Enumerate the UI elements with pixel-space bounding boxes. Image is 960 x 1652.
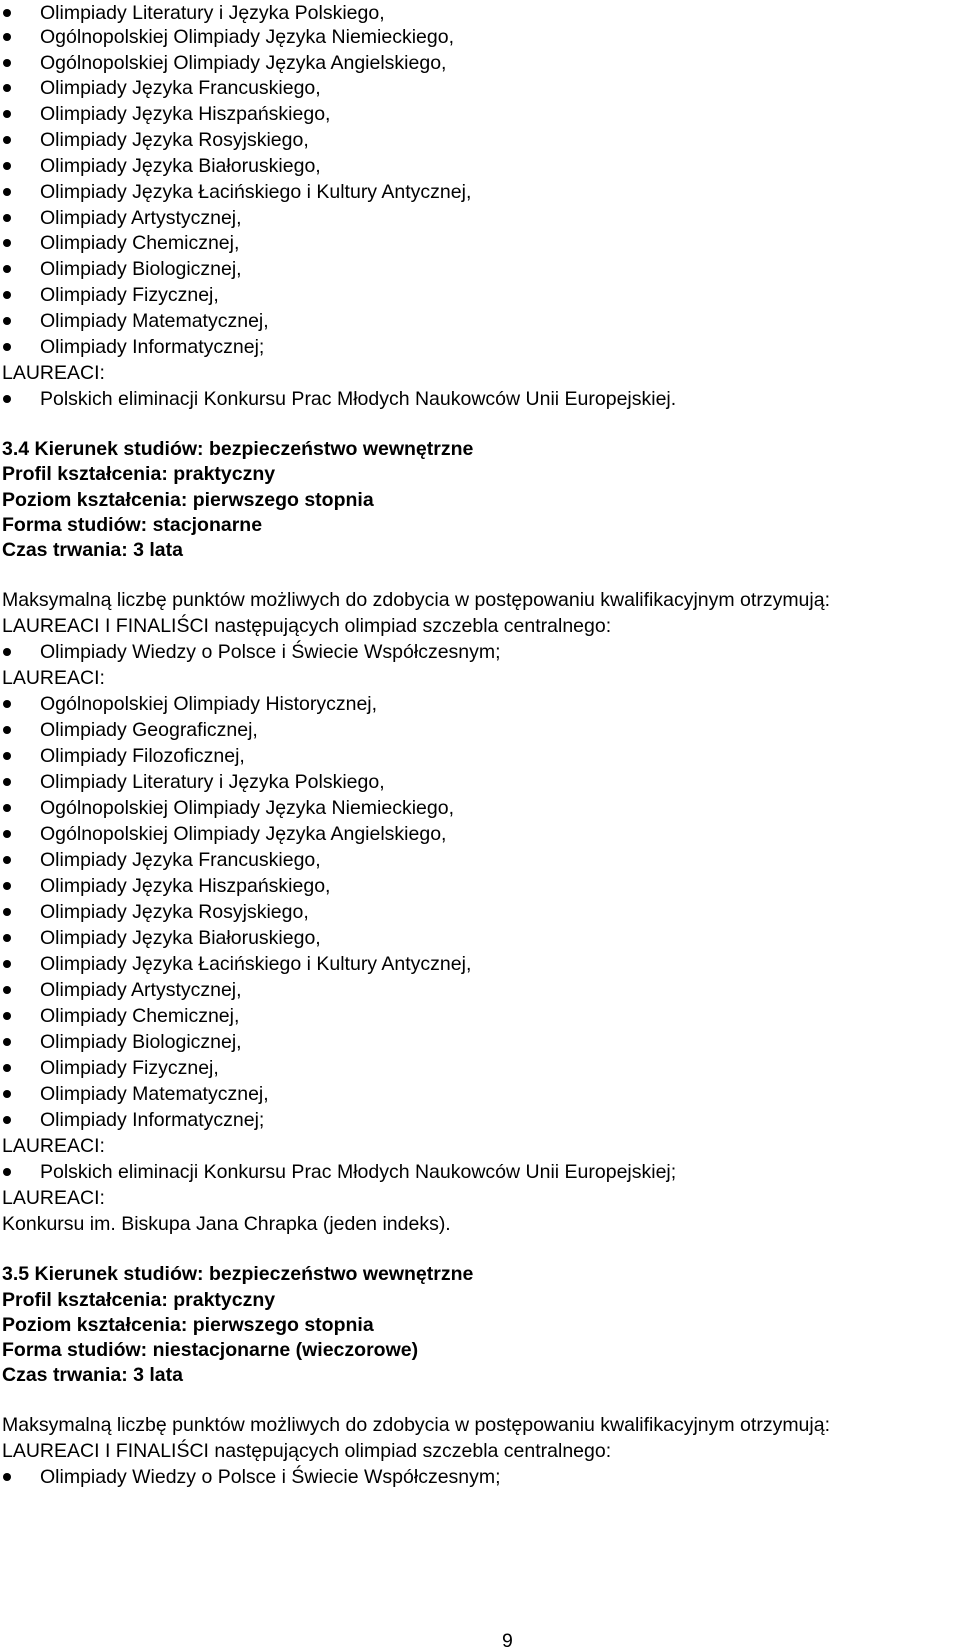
list-item: Olimpiady Fizycznej, <box>0 282 960 309</box>
bullet-icon <box>3 1473 11 1481</box>
list-item: Olimpiady Informatycznej; <box>0 1107 960 1134</box>
level-line: Poziom kształcenia: pierwszego stopnia <box>2 489 374 511</box>
list-item: Olimpiady Informatycznej; <box>0 334 960 361</box>
list-item: Olimpiady Artystycznej, <box>0 977 960 1004</box>
list-item: Ogólnopolskiej Olimpiady Historycznej, <box>0 691 960 718</box>
list-item: Ogólnopolskiej Olimpiady Języka Niemieckiego, <box>0 795 960 822</box>
bullet-icon <box>3 804 11 812</box>
bullet-icon <box>3 214 11 222</box>
bullet-icon <box>3 1038 11 1046</box>
bullet-icon <box>3 648 11 656</box>
bullet-icon <box>3 9 11 17</box>
bullet-icon <box>3 395 11 403</box>
bullet-icon <box>3 136 11 144</box>
intro-paragraph: Maksymalną liczbę punktów możliwych do zdobycia w postępowaniu kwalifikacyjnym otrzymują: <box>2 1414 830 1436</box>
bullet-icon <box>3 882 11 890</box>
list-item: Olimpiady Geograficznej, <box>0 717 960 744</box>
section-heading: 3.4 Kierunek studiów: bezpieczeństwo wewnętrzne <box>2 438 474 460</box>
list-item: Olimpiady Literatury i Języka Polskiego, <box>0 0 960 27</box>
laureates-label: LAUREACI: <box>2 1187 105 1209</box>
list-item: Olimpiady Artystycznej, <box>0 205 960 232</box>
bullet-icon <box>3 1012 11 1020</box>
bullet-icon <box>3 700 11 708</box>
bullet-icon <box>3 986 11 994</box>
bullet-icon <box>3 33 11 41</box>
list-item: Olimpiady Języka Francuskiego, <box>0 847 960 874</box>
bullet-icon <box>3 856 11 864</box>
bullet-icon <box>3 908 11 916</box>
bullet-icon <box>3 188 11 196</box>
contest-text: Konkursu im. Biskupa Jana Chrapka (jeden indeks). <box>2 1213 451 1235</box>
list-item: Olimpiady Wiedzy o Polsce i Świecie Współczesnym; <box>0 639 960 666</box>
level-line: Poziom kształcenia: pierwszego stopnia <box>2 1314 374 1336</box>
laureates-label: LAUREACI: <box>2 362 105 384</box>
bullet-icon <box>3 317 11 325</box>
finalists-label: LAUREACI I FINALIŚCI następujących olimpiad szczebla centralnego: <box>2 1440 612 1462</box>
list-item: Olimpiady Języka Francuskiego, <box>0 75 960 102</box>
bullet-icon <box>3 265 11 273</box>
list-item: Olimpiady Języka Łacińskiego i Kultury Antycznej, <box>0 179 960 206</box>
list-item: Ogólnopolskiej Olimpiady Języka Niemieckiego, <box>0 24 960 51</box>
list-item: Ogólnopolskiej Olimpiady Języka Angielskiego, <box>0 50 960 77</box>
bullet-icon <box>3 291 11 299</box>
list-item: Olimpiady Języka Łacińskiego i Kultury Antycznej, <box>0 951 960 978</box>
form-line: Forma studiów: stacjonarne <box>2 514 263 536</box>
document-page: Olimpiady Literatury i Języka Polskiego, Ogólnopolskiej Olimpiady Języka Niemieckiego, Ogólnopolskiej Olimpiady Języka Angielskiego, Olimpiady Języka Francuskiego, Olimpiady Języka Hiszpańskiego, Olimpiady Języka Rosyjskiego, Olimpiady Języka Białoruskiego, Olimpiady Języka Łacińskiego i Kultury Antycznej, Olimpiady Artystycznej, Olimpiady Chemicznej, Olimpiady Biologicznej, Olimpiady Fizycznej, Olimpiady Matematycznej, Olimpiady Informatycznej; LAUREACI: Polskich eliminacji Konkursu Prac Młodych Naukowców Unii Europejskiej. 3.4 Kierunek studiów: bezpieczeństwo wewnętrzne Profil kształcenia: praktyczny Poziom kształcenia: pierwszego stopnia Forma studiów: stacjonarne Czas trwania: 3 lata Maksymalną liczbę punktów możliwych do zdobycia w postępowaniu kwalifikacyjnym otrzymują: LAUREACI I FINALIŚCI następujących olimpiad szczebla centralnego: Olimpiady Wiedzy o Polsce i Świecie Współczesnym; LAUREACI: Ogólnopolskiej Olimpiady Historycznej, Olimpiady Geograficznej, Olimpiady Filozoficznej, Olimpiady Literatury i Języka Polskiego, Ogólnopolskiej Olimpiady Języka Niemieckiego, Ogólnopolskiej Olimpiady Języka Angielskiego, Olimpiady Języka Francuskiego, Olimpiady Języka Hiszpańskiego, Olimpiady Języka Rosyjskiego, Olimpiady Języka Białoruskiego, Olimpiady Języka Łacińskiego i Kultury Antycznej, Olimpiady Artystycznej, Olimpiady Chemicznej, Olimpiady Biologicznej, Olimpiady Fizycznej, Olimpiady Matematycznej, Olimpiady Informatycznej; LAUREACI: Polskich eliminacji Konkursu Prac Młodych Naukowców Unii Europejskiej; LAUREACI: Konkursu im. Biskupa Jana Chrapka (jeden indeks). 3.5 Kierunek studiów: bezpieczeństwo wewnętrzne Profil kształcenia: praktyczny Poziom kształcenia: pierwszego stopnia Forma studiów: niestacjonarne (wieczorowe) Czas trwania: 3 lata Maksymalną liczbę punktów możliwych do zdobycia w postępowaniu kwalifikacyjnym otrzymują: LAUREACI I FINALIŚCI następujących olimpiad szczebla centralnego: Olimpiady Wiedzy o Polsce i Świecie Współczesnym; 9 <box>0 0 960 1651</box>
list-item: Olimpiady Matematycznej, <box>0 308 960 335</box>
list-item: Ogólnopolskiej Olimpiady Języka Angielskiego, <box>0 821 960 848</box>
duration-line: Czas trwania: 3 lata <box>2 1364 183 1386</box>
laureates-label: LAUREACI: <box>2 1135 105 1157</box>
list-item: Polskich eliminacji Konkursu Prac Młodych Naukowców Unii Europejskiej. <box>0 386 960 413</box>
list-item: Olimpiady Fizycznej, <box>0 1055 960 1082</box>
list-item: Olimpiady Matematycznej, <box>0 1081 960 1108</box>
list-item: Polskich eliminacji Konkursu Prac Młodych Naukowców Unii Europejskiej; <box>0 1159 960 1186</box>
bullet-icon <box>3 110 11 118</box>
bullet-icon <box>3 752 11 760</box>
bullet-icon <box>3 1168 11 1176</box>
form-line: Forma studiów: niestacjonarne (wieczorowe) <box>2 1339 419 1361</box>
bullet-icon <box>3 960 11 968</box>
list-item: Olimpiady Języka Rosyjskiego, <box>0 127 960 154</box>
section-heading: 3.5 Kierunek studiów: bezpieczeństwo wewnętrzne <box>2 1263 474 1285</box>
intro-paragraph: Maksymalną liczbę punktów możliwych do zdobycia w postępowaniu kwalifikacyjnym otrzymują: <box>2 589 830 611</box>
list-item: Olimpiady Języka Hiszpańskiego, <box>0 101 960 128</box>
bullet-icon <box>3 59 11 67</box>
list-item: Olimpiady Języka Rosyjskiego, <box>0 899 960 926</box>
bullet-icon <box>3 239 11 247</box>
bullet-icon <box>3 778 11 786</box>
list-item: Olimpiady Wiedzy o Polsce i Świecie Współczesnym; <box>0 1464 960 1491</box>
bullet-icon <box>3 934 11 942</box>
bullet-icon <box>3 162 11 170</box>
list-item: Olimpiady Języka Białoruskiego, <box>0 153 960 180</box>
list-item: Olimpiady Chemicznej, <box>0 230 960 257</box>
list-item: Olimpiady Języka Hiszpańskiego, <box>0 873 960 900</box>
bullet-icon <box>3 84 11 92</box>
bullet-icon <box>3 830 11 838</box>
list-item: Olimpiady Języka Białoruskiego, <box>0 925 960 952</box>
list-item: Olimpiady Filozoficznej, <box>0 743 960 770</box>
list-item: Olimpiady Biologicznej, <box>0 256 960 283</box>
profile-line: Profil kształcenia: praktyczny <box>2 1289 276 1311</box>
duration-line: Czas trwania: 3 lata <box>2 539 183 561</box>
list-item: Olimpiady Biologicznej, <box>0 1029 960 1056</box>
bullet-icon <box>3 1090 11 1098</box>
list-item: Olimpiady Chemicznej, <box>0 1003 960 1030</box>
bullet-icon <box>3 1064 11 1072</box>
list-item: Olimpiady Literatury i Języka Polskiego, <box>0 769 960 796</box>
bullet-icon <box>3 726 11 734</box>
profile-line: Profil kształcenia: praktyczny <box>2 463 276 485</box>
laureates-label: LAUREACI: <box>2 667 105 689</box>
bullet-icon <box>3 343 11 351</box>
bullet-icon <box>3 1116 11 1124</box>
finalists-label: LAUREACI I FINALIŚCI następujących olimpiad szczebla centralnego: <box>2 615 612 637</box>
